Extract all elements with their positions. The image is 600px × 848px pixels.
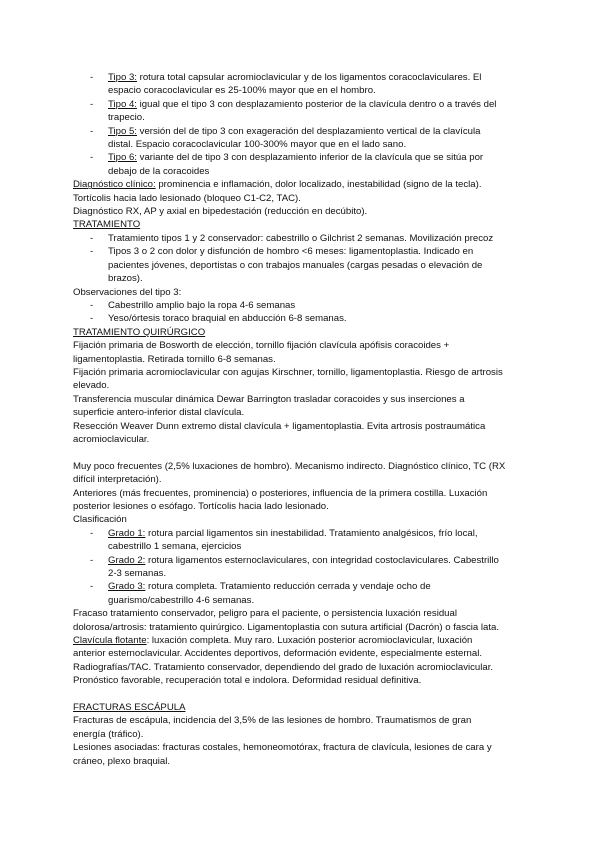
esternoclavicular-paragraph: Muy poco frecuentes (2,5% luxaciones de hombro). Mecanismo indirecto. Diagnóstico clínico, TC (RX difícil interpretación). Anteriores (más frecuentes, prominencia) o posteriores, influencia de la primera costilla. Luxación posterior lesiones o esófago. Tortícolis hacia lado lesionado. xyxy=(73,460,506,512)
tratamiento-heading: TRATAMIENTO xyxy=(73,219,141,231)
list-item-tipo-5: - Tipo 5: versión del de tipo 3 con exageración del desplazamiento vertical de la clavícula distal. Espacio coracoclavicular 100-300% mayor que en el lado sano. xyxy=(90,125,481,151)
list-item-tipo-3: - Tipo 3: rotura total capsular acromioclavicular y de los ligamentos coracoclaviculares. El espacio coracoclavicular es 25-100% mayor que en el hombro. xyxy=(90,72,482,97)
list-item-tipo-4: - Tipo 4: igual que el tipo 3 con desplazamiento posterior de la clavícula dentro o a través del trapecio. xyxy=(90,98,497,124)
fracturas-escapula-heading: FRACTURAS ESCÁPULA xyxy=(73,702,186,714)
list-item-observacion: - Yeso/órtesis toraco braquial en abducción 6-8 semanas. xyxy=(90,313,347,325)
grados-list xyxy=(73,527,525,607)
list-item-tipo-6: - Tipo 6: variante del de tipo 3 con desplazamiento inferior de la clavícula que se sitúa por debajo de la coracoides xyxy=(90,152,484,177)
clavicula-flotante-paragraph: Clavícula flotante: luxación completa. Muy raro. Luxación posterior acromioclavicular, luxación anterior esternoclavicular. Accidentes deportivos, deformación evidente, especialmente esternal. Radiografías/TAC. Tratamiento conservador, dependiendo del grado de luxación acromioclavicular. Pronóstico favorable, recuperación total e indolora. Deformidad residual definitiva. xyxy=(73,635,494,687)
list-item-grado-1: - Grado 1: rotura parcial ligamentos sin inestabilidad. Tratamiento analgésicos, frío local, cabestrillo 1 semana, ejercicios xyxy=(90,527,478,553)
bullet-dash: - xyxy=(90,313,94,325)
diagnostico-rx: Diagnóstico RX, AP y axial en bipedestación (reducción en decúbito). xyxy=(73,206,368,218)
tipo-label: Tipo 5: xyxy=(108,125,137,137)
bullet-dash: - xyxy=(90,527,94,539)
blank-line xyxy=(73,446,525,459)
bullet-dash: - xyxy=(90,152,94,164)
list-item-grado-2: - Grado 2: rotura ligamentos esternoclaviculares, con integridad costoclaviculares. Cabestrillo 2-3 semanas. xyxy=(90,554,499,580)
diagnostico-clinico: Diagnóstico clínico: prominencia e inflamación, dolor localizado, inestabilidad (signo de la tecla). xyxy=(73,179,482,191)
list-item-observacion: - Cabestrillo amplio bajo la ropa 4-6 semanas xyxy=(90,299,296,311)
tipo-label: Tipo 3: xyxy=(108,72,137,83)
clasificacion-label: Clasificación xyxy=(73,514,127,526)
list-item-tratamiento: - Tratamiento tipos 1 y 2 conservador: cabestrillo o Gilchrist 2 semanas. Movilización precoz xyxy=(90,232,494,244)
bullet-dash: - xyxy=(90,232,94,244)
tipo-label: Tipo 4: xyxy=(108,98,137,110)
torticolis-text: Tortícolis hacia lado lesionado (bloqueo C1-C2, TAC). xyxy=(73,192,301,204)
bullet-dash: - xyxy=(90,125,94,137)
tipos-list xyxy=(73,71,525,178)
document-page xyxy=(73,71,525,768)
bullet-dash: - xyxy=(90,581,94,593)
list-item-grado-3: - Grado 3: rotura completa. Tratamiento reducción cerrada y vendaje ocho de guarismo/cabestrillo 4-6 semanas. xyxy=(90,581,431,606)
bullet-dash: - xyxy=(90,299,94,311)
list-item-tratamiento: - Tipos 3 o 2 con dolor y disfunción de hombro <6 meses: ligamentoplastia. Indicado en pacientes jóvenes, deportistas o con trabajos manuales (cargas pesadas o elevación de brazos). xyxy=(90,246,483,285)
escapula-paragraph: Fracturas de escápula, incidencia del 3,5% de las lesiones de hombro. Traumatismos de gran energía (tráfico). Lesiones asociadas: fracturas costales, hemoneomotórax, fractura de clavícula, lesiones de cara y cráneo, plexo braquial. xyxy=(73,715,492,767)
observaciones-label: Observaciones del tipo 3: xyxy=(73,286,182,298)
fracaso-paragraph: Fracaso tratamiento conservador, peligro para el paciente, o persistencia luxación residual dolorosa/artrosis: tratamiento quirúrgico. Ligamentoplastia con sutura artificial (Dacrón) o fascia lata. xyxy=(73,608,500,633)
clavicula-flotante-label: Clavícula flotante xyxy=(73,635,147,647)
bullet-dash: - xyxy=(90,72,94,83)
bullet-dash: - xyxy=(90,554,94,566)
tratamiento-quirurgico-heading: TRATAMIENTO QUIRÚRGICO xyxy=(73,326,206,338)
tipo-label: Tipo 6: xyxy=(108,152,137,164)
quirurgico-paragraph: Fijación primaria de Bosworth de elección, tornillo fijación clavícula apófisis coracoides + ligamentoplastia. Retirada tornillo 6-8 semanas. Fijación primaria acromioclavicular con agujas Kirschner, tornillo, ligamentoplastia. Riesgo de artrosis elevado. Transferencia muscular dinámica Dewar Barrington trasladar coracoides y sus inserciones a superficie antero-inferior distal clavícula. Resección Weaver Dunn extremo distal clavícula + ligamentoplastia. Evita artrosis postraumática acromioclavicular. xyxy=(73,340,503,445)
blank-line xyxy=(73,688,525,701)
bullet-dash: - xyxy=(90,98,94,110)
bullet-dash: - xyxy=(90,246,94,258)
